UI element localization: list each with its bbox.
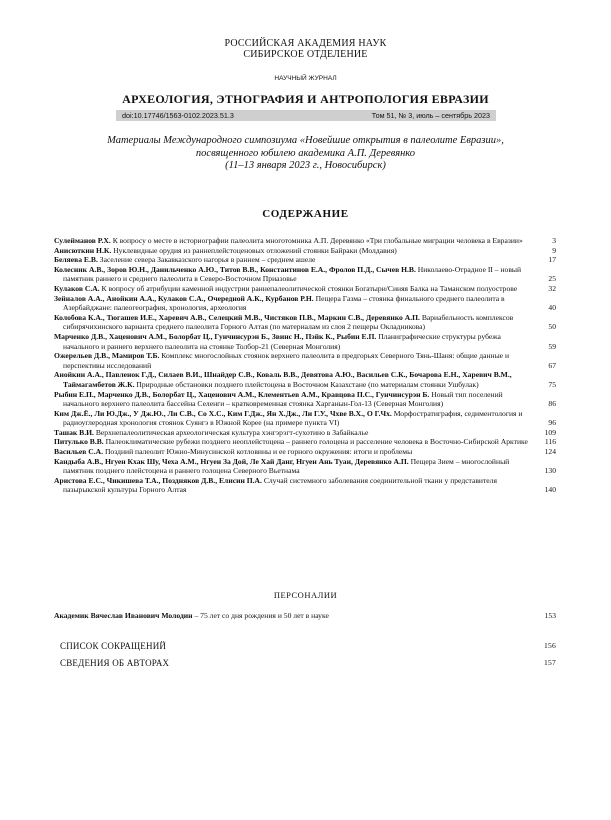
entry-title: Морфостратиграфия, седиментология и радиоуглеродная хронология стоянок Суянгэ в Южной Корее (на примере пункта VI) <box>63 408 523 428</box>
entry-page: 67 <box>548 360 556 370</box>
toc-entry[interactable] <box>54 390 556 409</box>
entry-authors: Ташак В.И. <box>54 427 94 437</box>
entry-title: Пещера Зием – многослойный памятник позднего плейстоцена и раннего голоцена Северного Вьетнама <box>63 456 510 476</box>
entry-title: Верхнепалеолитическая археологическая культура хэнгэрэгт-сухотино в Забайкалье <box>95 427 369 437</box>
contents-heading: СОДЕРЖАНИЕ <box>262 208 349 220</box>
authors-info-entry[interactable] <box>60 658 556 668</box>
entry-authors: Беляева Е.В. <box>54 255 98 265</box>
toc-entry[interactable] <box>54 457 556 476</box>
entry-page: 124 <box>544 447 556 457</box>
entry-page: 40 <box>548 303 556 313</box>
conference-line: посвященного юбилею академика А.П. Деревянко <box>195 147 416 159</box>
authors-info-label: СВЕДЕНИЯ ОБ АВТОРАХ <box>60 658 170 668</box>
entry-title: Палеоклиматические рубежи позднего неоплейстоцена – раннего голоцена и расселение человека в Восточно-Сибирской Арктике <box>105 437 528 447</box>
entry-page: 75 <box>548 379 556 389</box>
table-of-contents <box>54 236 556 495</box>
entry-page: 3 <box>552 236 556 245</box>
entry-title: К вопросу о месте в историографии палеолита многотомника А.П. Деревянко «Три глобальные миграции человека в Евразии» <box>112 236 523 245</box>
entry-authors: Васильев С.А. <box>54 447 104 457</box>
toc-entry[interactable] <box>54 409 556 428</box>
entry-title: Природные обстановки позднего плейстоцена в Восточном Казахстане (по материалам стоянки Ушбулак) <box>136 379 479 389</box>
tribute-entry[interactable] <box>54 611 556 621</box>
toc-entry[interactable] <box>54 437 556 447</box>
entry-page: 50 <box>548 322 556 332</box>
entry-page: 116 <box>544 437 556 447</box>
entry-page: 153 <box>544 611 556 620</box>
academy-name: РОССИЙСКАЯ АКАДЕМИЯ НАУК <box>224 38 387 49</box>
entry-title: Николаево-Отрадное II – новый памятник раннего и среднего палеолита в Северо-Восточном Приазовье <box>63 264 522 284</box>
entry-title: Комплекс многослойных стоянок верхнего палеолита в предгорьях Северного Тянь-Шаня: общие данные и перспективы исследований <box>63 351 510 370</box>
toc-entry[interactable] <box>54 476 556 495</box>
issue-info-bar <box>116 110 496 121</box>
toc-entry[interactable] <box>54 428 556 438</box>
toc-entry[interactable] <box>54 351 556 370</box>
entry-title: Нуклевидные орудия из раннеплейстоценовых отложений стоянки Байраки (Молдавия) <box>113 245 397 255</box>
entry-authors: Марченко Д.В., Хаценович А.М., Болорбат Ц., Гунчинсурэн Б., Звинс Н., Пэйк К., Рыбин Е.П. <box>54 331 377 341</box>
entry-title: Заселение севера Закавказского нагорья в раннем – среднем ашеле <box>99 255 316 265</box>
entry-authors: Рыбин Е.П., Марченко Д.В., Болорбат Ц., Хаценович А.М., Клементьев А.М., Кравцова П.С., Гунчинсурэн Б. <box>54 389 430 399</box>
conference-line: (11–13 января 2023 г., Новосибирск) <box>225 160 386 171</box>
entry-page: 96 <box>548 418 556 428</box>
abbrev-label: СПИСОК СОКРАЩЕНИЙ <box>60 641 167 651</box>
entry-title: Пещера Газма – стоянка финального среднего палеолита в Азербайджане: палеогеография, хронология, археология <box>63 293 505 313</box>
abbrev-page: 156 <box>544 641 556 650</box>
branch-name: СИБИРСКОЕ ОТДЕЛЕНИЕ <box>243 49 368 60</box>
entry-page: 59 <box>548 341 556 351</box>
volume-text: Том 51, № 3, июль – сентябрь 2023 <box>371 111 490 120</box>
entry-page: 130 <box>544 466 556 476</box>
entry-title: Новый тип поселений начального верхнего палеолита бассейна Селенги – кратковременная стоянка Харганын-Гол-13 (Северная Монголия) <box>63 389 503 409</box>
entry-page: 17 <box>548 255 556 265</box>
toc-entry[interactable] <box>54 447 556 457</box>
entry-authors: Ким Дж.Ё., Ли Ю.Дж., У Дж.Ю., Ли С.В., Со Х.С., Ким Г.Дж., Ян Х.Дж., Ли Г.У., Чхве В.Х., О Г.Чх. <box>54 408 392 418</box>
entry-title: Случай системного заболевания соединительной ткани у представителя пазырыкской культуры Горного Алтая <box>63 475 497 495</box>
entry-page: 109 <box>544 427 556 437</box>
entry-authors: Зейналов А.А., Анойкин А.А., Кулаков С.А., Очередной А.К., Курбанов Р.Н. <box>54 293 314 303</box>
entry-authors: Колесник А.В., Зоров Ю.Н., Данильченко А.Ю., Титов В.В., Константинов Е.А., Фролов П.Д., Сычев Н.В. <box>54 264 416 274</box>
journal-title: АРХЕОЛОГИЯ, ЭТНОГРАФИЯ И АНТРОПОЛОГИЯ ЕВРАЗИИ <box>122 92 489 106</box>
toc-entry[interactable] <box>54 236 556 246</box>
entry-page: 140 <box>544 485 556 495</box>
entry-authors: Ожерельев Д.В., Мамиров Т.Б. <box>54 351 160 361</box>
entry-authors: Кулаков С.А. <box>54 283 100 293</box>
entry-title: – 75 лет со дня рождения и 50 лет в науке <box>194 611 329 620</box>
entry-title: К вопросу об атрибуции каменной индустрии раннепалеолитической стоянки Богатыри/Синяя Балка на Таманском полуострове <box>101 283 518 293</box>
entry-title: Поздний палеолит Южно-Минусинской котловины и ее горного окружения: итоги и проблемы <box>104 447 413 457</box>
entry-title: Планиграфические структуры рубежа начального и раннего верхнего палеолита на стоянке Толбор-21 (Северная Монголия) <box>63 331 501 351</box>
entry-authors: Аристова Е.С., Чикишева Т.А., Поздняков Д.В., Елисин П.А. <box>54 475 262 485</box>
toc-entry[interactable] <box>54 284 556 294</box>
entry-authors: Колобова К.А., Тюгашев И.Е., Харевич А.В., Селецкий М.В., Чистяков П.В., Маркин С.В., Деревянко А.П. <box>54 312 420 322</box>
toc-entry[interactable] <box>54 313 556 332</box>
journal-type: НАУЧНЫЙ ЖУРНАЛ <box>274 75 337 82</box>
entry-authors: Академик Вячеслав Иванович Молодин <box>54 611 193 620</box>
toc-entry[interactable] <box>54 255 556 265</box>
doi-text[interactable]: doi:10.17746/1563-0102.2023.51.3 <box>122 111 234 120</box>
entry-page: 86 <box>548 399 556 409</box>
entry-authors: Питулько В.В. <box>54 437 104 447</box>
toc-entry[interactable] <box>54 332 556 351</box>
entry-authors: Кандыба А.В., Нгуен Кхак Шу, Чеха А.М., Нгуен За Дой, Ле Хай Данг, Нгуен Ань Туан, Деревянко А.П. <box>54 456 409 466</box>
entry-page: 32 <box>548 283 556 293</box>
conference-line: Материалы Международного симпозиума «Новейшие открытия в палеолите Евразии», <box>107 135 504 146</box>
conference-note <box>60 135 551 173</box>
entry-authors: Сулейманов Р.Х. <box>54 236 111 245</box>
persons-heading: ПЕРСОНАЛИИ <box>273 590 338 600</box>
authors-info-page: 157 <box>544 658 556 667</box>
entry-page: 9 <box>552 245 556 255</box>
entry-page: 25 <box>548 274 556 284</box>
abbrev-entry[interactable] <box>60 641 556 651</box>
toc-entry[interactable] <box>54 294 556 313</box>
entry-authors: Анисюткин Н.К. <box>54 245 112 255</box>
toc-entry[interactable] <box>54 246 556 256</box>
entry-authors: Анойкин А.А., Павленок Г.Д., Силаев В.И., Шнайдер С.В., Коваль В.В., Девятова А.Ю., Васильев С.К., Бочарова Е.Н., Харевич В.М., Таймагамбетов Ж.К. <box>54 370 512 389</box>
toc-entry[interactable] <box>54 370 556 389</box>
toc-entry[interactable] <box>54 265 556 284</box>
entry-title: Вариабельность комплексов сибирячихинского варианта среднего палеолита Горного Алтая (по материалам из слоя 2 пещеры Окладникова) <box>63 312 514 332</box>
publisher-header <box>0 38 611 60</box>
